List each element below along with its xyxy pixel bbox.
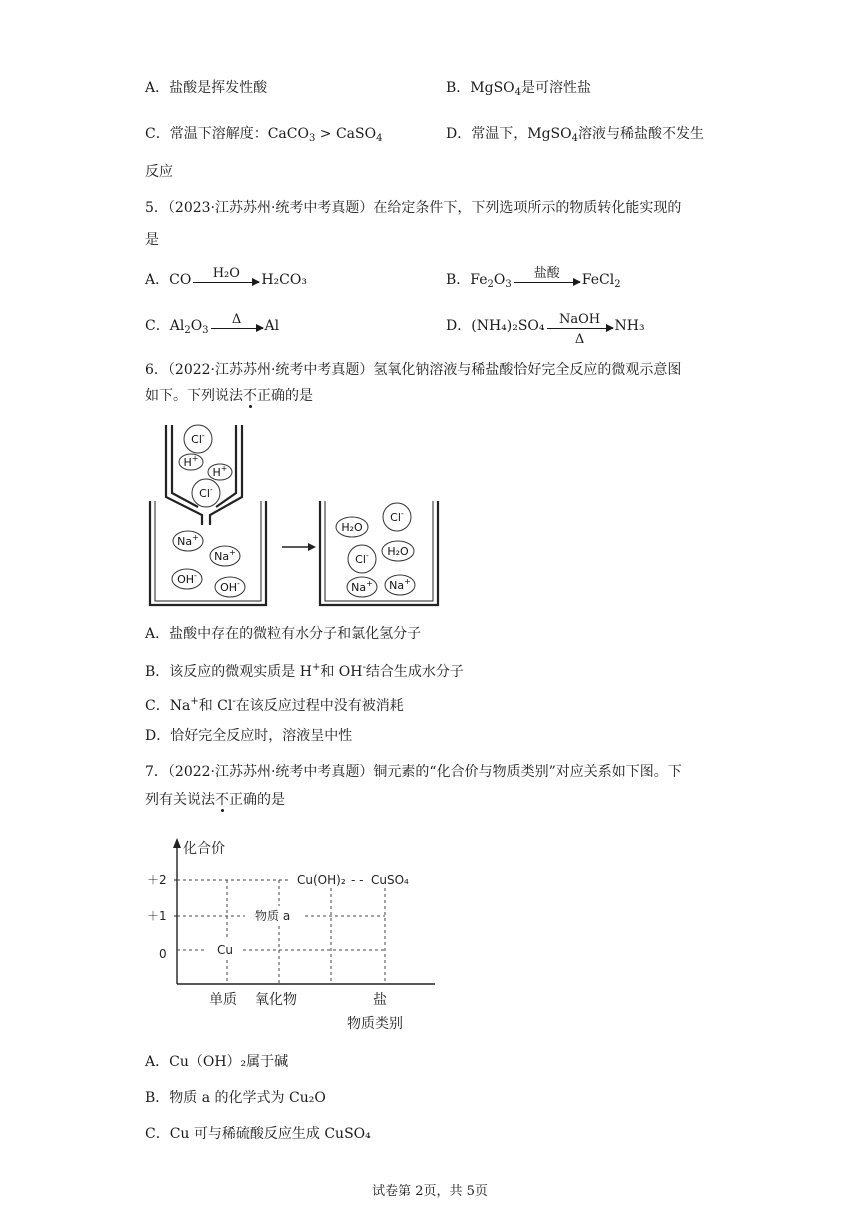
svg-text:H₂O: H₂O [387, 545, 409, 558]
reaction-arrow-icon: Δ [211, 316, 263, 336]
particle-na [347, 577, 377, 597]
particle-oh [172, 569, 202, 589]
svg-text:Cl-: Cl- [390, 509, 404, 524]
q7-option-a: A．Cu（OH）₂属于碱 [145, 1054, 289, 1070]
y-tick-plus2: ＋2 [147, 873, 167, 887]
arrow-right-icon [308, 543, 316, 551]
q7-option-c: C．Cu 可与稀硫酸反应生成 CuSO₄ [145, 1126, 371, 1142]
x-tick-oxide: 氧化物 [255, 992, 297, 1008]
x-tick-salt: 盐 [373, 992, 387, 1008]
page-footer: 试卷第 2页，共 5页 [372, 1184, 488, 1199]
particle-cl [192, 479, 220, 507]
particle-h2o [382, 541, 414, 561]
q4-option-c: C．常温下溶解度：CaCO$_3$ > CaSO$_4$ [145, 126, 383, 144]
q6-option-c: C．Na+和 Cl-在该反应过程中没有被消耗 [145, 696, 404, 714]
svg-text:Cl-: Cl- [191, 431, 205, 446]
q5-option-a: A．CO H₂O H₂CO₃ [145, 266, 307, 288]
q7-option-b: B．物质 a 的化学式为 Cu₂O [145, 1090, 326, 1106]
reaction-diagram [140, 415, 450, 611]
q7-stem: 7．（2022·江苏苏州·统考中考真题）铜元素的“化合价与物质类别”对应关系如下图。下 [145, 764, 682, 780]
q6-option-a: A．盐酸中存在的微粒有水分子和氯化氢分子 [145, 626, 422, 642]
svg-text:Na+: Na+ [177, 533, 199, 548]
q5-stem: 5．（2023·江苏苏州·统考中考真题）在给定条件下，下列选项所示的物质转化能实现的 [145, 200, 682, 216]
svg-text:Na+: Na+ [214, 548, 236, 563]
left-beaker [150, 501, 266, 605]
svg-text:OH-: OH- [220, 579, 240, 594]
svg-text:Cl-: Cl- [199, 485, 213, 500]
q4-option-d: D．常温下，MgSO$_4$溶液与稀盐酸不发生 [446, 126, 704, 144]
particle-cl [348, 545, 376, 573]
reaction-arrow-icon: H₂O [193, 270, 259, 290]
reaction-arrow-icon: NaOH Δ [547, 316, 613, 336]
svg-text:OH-: OH- [177, 571, 197, 586]
particle-na [385, 575, 415, 595]
point-cu-oh-2: Cu(OH)₂ [297, 873, 346, 887]
svg-text:H₂O: H₂O [341, 521, 363, 534]
q7-stem-wrap: 列有关说法不正确的是 [145, 792, 285, 808]
y-axis-arrow-icon [173, 838, 181, 848]
y-axis-label: 化合价 [183, 841, 225, 857]
svg-text:Na+: Na+ [389, 577, 411, 592]
q5-option-b: B．$Fe_2O_3$ 盐酸 FeCl$_2$ [446, 266, 621, 290]
point-dash: - - [351, 873, 364, 887]
q6-stem: 6．（2022·江苏苏州·统考中考真题）氢氧化钠溶液与稀盐酸恰好完全反应的微观示意图 [145, 362, 682, 378]
reaction-arrow-icon: 盐酸 [514, 270, 580, 290]
q6-option-d: D．恰好完全反应时，溶液呈中性 [145, 728, 353, 744]
q4-option-d-wrap: 反应 [145, 164, 173, 180]
particle-h [179, 454, 203, 470]
particle-na [173, 531, 203, 551]
q5-option-c: C．$Al_2O_3$ Δ Al [145, 312, 280, 336]
particle-cl [383, 503, 411, 531]
y-tick-zero: 0 [159, 947, 167, 961]
point-substance-a: 物质 a [255, 909, 291, 923]
svg-text:Na+: Na+ [351, 579, 373, 594]
q6-option-b: B．该反应的微观实质是 H+和 OH-结合生成水分子 [145, 662, 464, 680]
q6-stem-wrap: 如下。下列说法不正确的是 [145, 388, 313, 404]
q4-option-a: A．盐酸是挥发性酸 [145, 80, 268, 96]
particle-oh [215, 577, 245, 597]
particle-na [210, 546, 240, 566]
particle-cl [184, 425, 212, 453]
q5-stem-wrap: 是 [145, 232, 159, 248]
q4-option-b: B．MgSO$_4$是可溶性盐 [446, 80, 592, 98]
point-cu: Cu [217, 943, 233, 957]
q5-option-d: D．(NH₄)₂SO₄ NaOH Δ NH₃ [446, 312, 645, 347]
svg-text:H+: H+ [183, 454, 199, 469]
right-beaker [320, 501, 438, 605]
point-cuso4: CuSO₄ [371, 873, 409, 887]
y-tick-plus1: ＋1 [147, 909, 167, 923]
x-tick-element: 单质 [209, 992, 237, 1008]
particle-h [208, 464, 232, 480]
svg-text:H+: H+ [212, 464, 228, 479]
x-axis-label: 物质类别 [347, 1016, 403, 1032]
particle-h2o [336, 517, 368, 537]
svg-text:Cl-: Cl- [355, 551, 369, 566]
valence-category-diagram [145, 832, 445, 1038]
